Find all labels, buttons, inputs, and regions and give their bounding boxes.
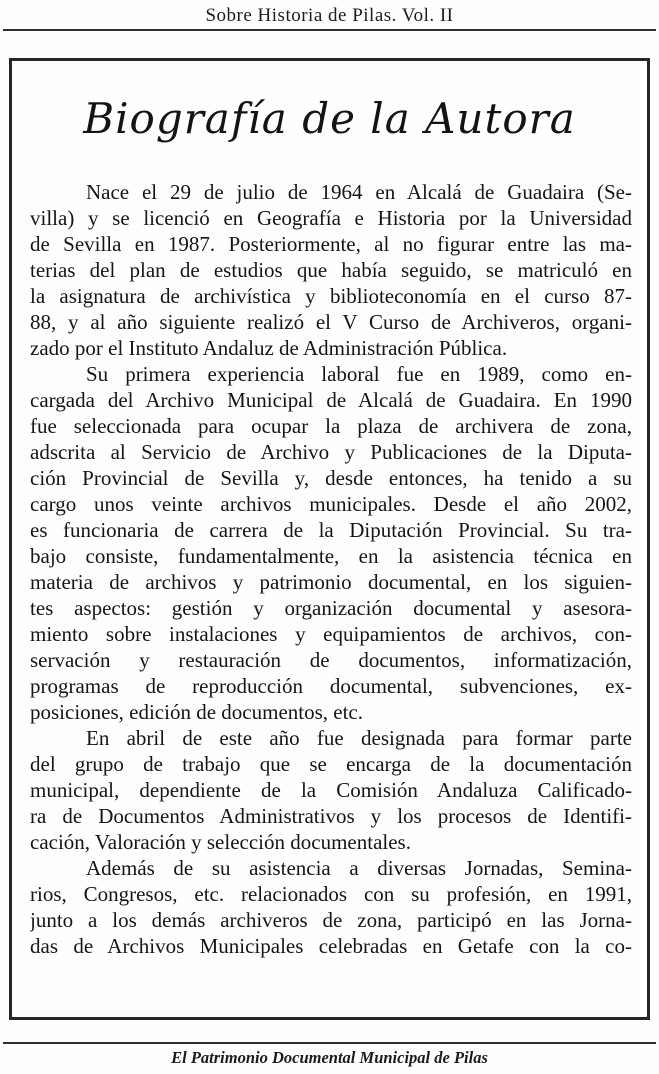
paragraph-line: Nace el 29 de julio de 1964 en Alcalá de Guadaira (Se-: [86, 180, 632, 204]
paragraph-line: cación, Valoración y selección documentales.: [30, 830, 411, 854]
paragraph-line: de Sevilla en 1987. Posteriormente, al no figurar entre las ma-: [30, 232, 632, 256]
paragraph-line: cargada del Archivo Municipal de Alcalá de Guadaira. En 1990: [30, 388, 632, 412]
paragraph-line: ción Provincial de Sevilla y, desde entonces, ha tenido a su: [30, 466, 632, 490]
paragraph-line: fue seleccionada para ocupar la plaza de archivera de zona,: [30, 414, 632, 438]
running-footer-title: El Patrimonio Documental Municipal de Pilas: [171, 1048, 488, 1067]
paragraph-line: la asignatura de archivística y biblioteconomía en el curso 87-: [30, 284, 632, 308]
paragraph-line: adscrita al Servicio de Archivo y Publicaciones de la Diputa-: [30, 440, 632, 464]
paragraph-line: das de Archivos Municipales celebradas en Getafe con la co-: [30, 934, 632, 958]
paragraph-line: servación y restauración de documentos, informatización,: [30, 648, 632, 672]
body-paragraph: [30, 725, 632, 855]
header-rule: [3, 29, 656, 31]
paragraph-line: villa) y se licenció en Geografía e Historia por la Universidad: [30, 206, 632, 230]
paragraph-line: materia de archivos y patrimonio documental, en los siguien-: [30, 570, 632, 594]
paragraph-line: del grupo de trabajo que se encarga de la documentación: [30, 752, 632, 776]
footer-rule: [3, 1042, 656, 1044]
content-frame: [9, 58, 650, 1020]
paragraph-line: junto a los demás archiveros de zona, participó en las Jorna-: [30, 908, 632, 932]
body-text: [30, 179, 632, 959]
paragraph-line: terias del plan de estudios que había seguido, se matriculó en: [30, 258, 632, 282]
page-title: Biografía de la Autora: [83, 94, 576, 143]
paragraph-line: ra de Documentos Administrativos y los procesos de Identifi-: [30, 804, 632, 828]
paragraph-line: En abril de este año fue designada para formar parte: [86, 726, 632, 750]
paragraph-line: municipal, dependiente de la Comisión Andaluza Calificado-: [30, 778, 632, 802]
paragraph-line: cargo unos veinte archivos municipales. Desde el año 2002,: [30, 492, 632, 516]
paragraph-line: tes aspectos: gestión y organización documental y asesora-: [30, 596, 632, 620]
paragraph-line: Además de su asistencia a diversas Jornadas, Semina-: [86, 856, 632, 880]
paragraph-line: posiciones, edición de documentos, etc.: [30, 700, 363, 724]
body-paragraph: [30, 361, 632, 725]
paragraph-line: 88, y al año siguiente realizó el V Curso de Archiveros, organi-: [30, 310, 632, 334]
running-header-title: Sobre Historia de Pilas. Vol. II: [205, 5, 454, 26]
paragraph-line: programas de reproducción documental, subvenciones, ex-: [30, 674, 632, 698]
paragraph-line: es funcionaria de carrera de la Diputación Provincial. Su tra-: [30, 518, 632, 542]
body-paragraph: [30, 179, 632, 361]
paragraph-line: bajo consiste, fundamentalmente, en la asistencia técnica en: [30, 544, 632, 568]
body-paragraph: [30, 855, 632, 959]
paragraph-line: miento sobre instalaciones y equipamientos de archivos, con-: [30, 622, 632, 646]
paragraph-line: Su primera experiencia laboral fue en 1989, como en-: [86, 362, 632, 386]
paragraph-line: zado por el Instituto Andaluz de Administración Pública.: [30, 336, 508, 360]
paragraph-line: rios, Congresos, etc. relacionados con su profesión, en 1991,: [30, 882, 632, 906]
